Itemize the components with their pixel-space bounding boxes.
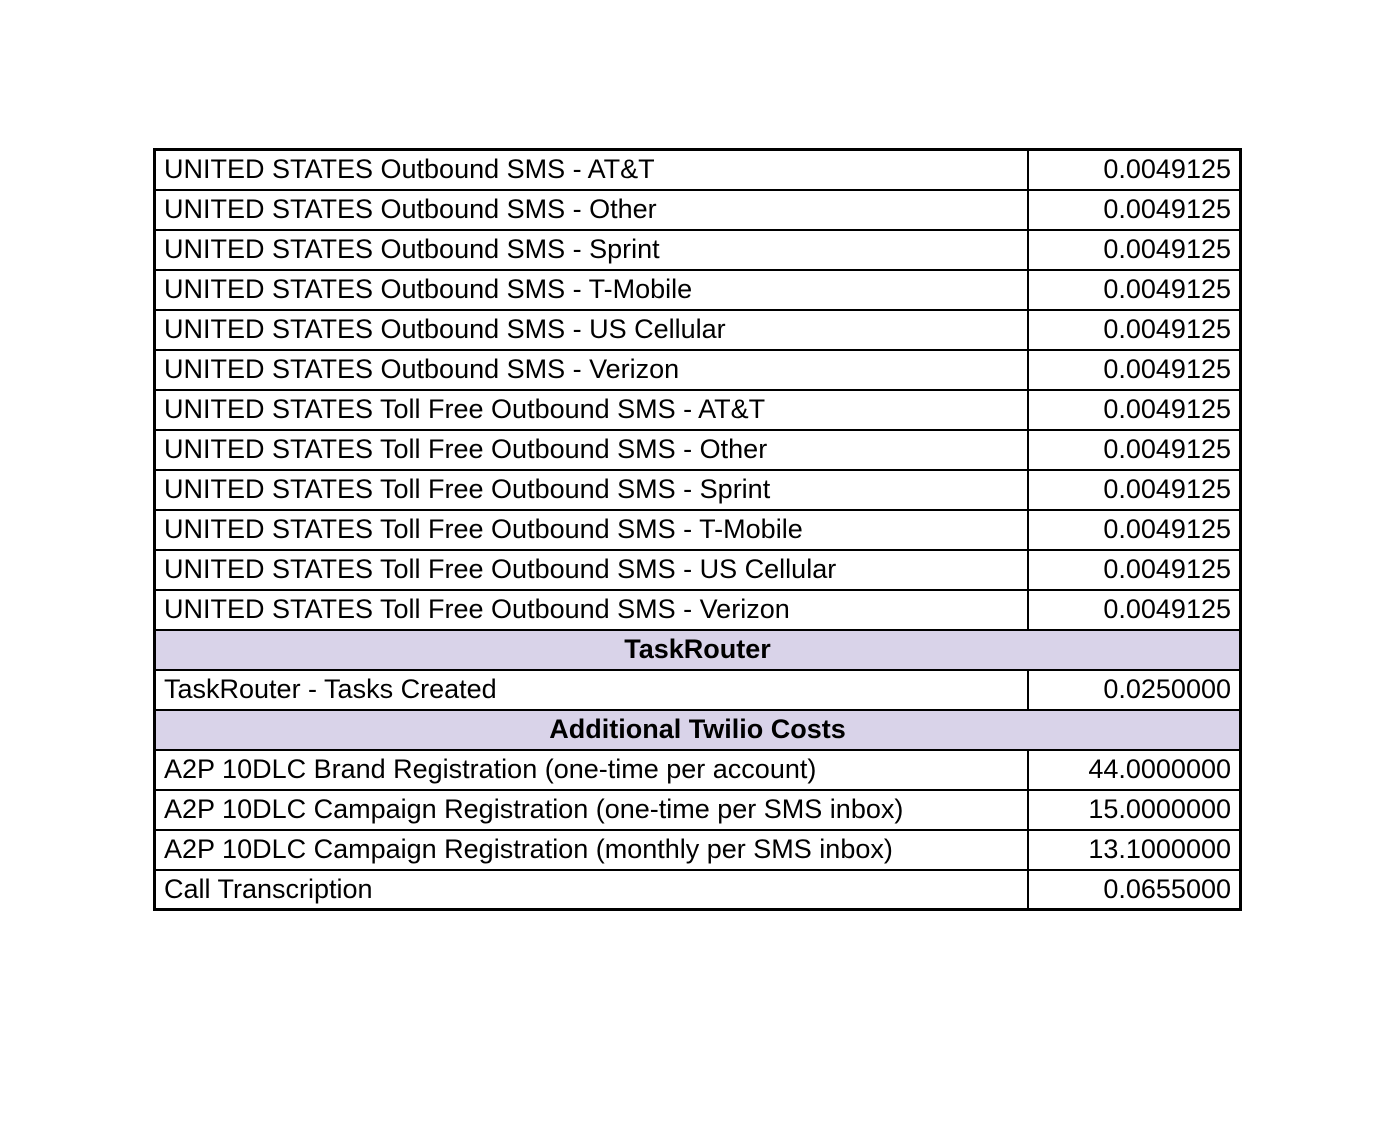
table-row bbox=[155, 350, 1241, 390]
item-rate: 0.0049125 bbox=[1028, 430, 1241, 470]
table-row bbox=[155, 150, 1241, 190]
item-rate: 0.0655000 bbox=[1028, 870, 1241, 910]
table-row bbox=[155, 270, 1241, 310]
item-rate: 0.0049125 bbox=[1028, 230, 1241, 270]
item-description: UNITED STATES Outbound SMS - Other bbox=[155, 190, 1028, 230]
item-description: UNITED STATES Toll Free Outbound SMS - T-Mobile bbox=[155, 510, 1028, 550]
item-description: A2P 10DLC Brand Registration (one-time per account) bbox=[155, 750, 1028, 790]
item-rate: 0.0049125 bbox=[1028, 590, 1241, 630]
table-row bbox=[155, 830, 1241, 870]
item-description: UNITED STATES Toll Free Outbound SMS - Sprint bbox=[155, 470, 1028, 510]
item-description: A2P 10DLC Campaign Registration (monthly per SMS inbox) bbox=[155, 830, 1028, 870]
item-rate: 13.1000000 bbox=[1028, 830, 1241, 870]
rate-table-body bbox=[155, 150, 1241, 910]
item-description: UNITED STATES Toll Free Outbound SMS - US Cellular bbox=[155, 550, 1028, 590]
section-title: Additional Twilio Costs bbox=[155, 710, 1241, 750]
item-description: UNITED STATES Outbound SMS - T-Mobile bbox=[155, 270, 1028, 310]
item-description: UNITED STATES Outbound SMS - US Cellular bbox=[155, 310, 1028, 350]
item-description: A2P 10DLC Campaign Registration (one-time per SMS inbox) bbox=[155, 790, 1028, 830]
table-row bbox=[155, 750, 1241, 790]
item-rate: 0.0049125 bbox=[1028, 470, 1241, 510]
item-description: UNITED STATES Toll Free Outbound SMS - AT&T bbox=[155, 390, 1028, 430]
table-row bbox=[155, 190, 1241, 230]
rate-table bbox=[153, 148, 1242, 911]
item-rate: 0.0049125 bbox=[1028, 350, 1241, 390]
table-row bbox=[155, 390, 1241, 430]
item-description: UNITED STATES Toll Free Outbound SMS - Other bbox=[155, 430, 1028, 470]
item-rate: 0.0049125 bbox=[1028, 190, 1241, 230]
item-rate: 0.0250000 bbox=[1028, 670, 1241, 710]
item-description: Call Transcription bbox=[155, 870, 1028, 910]
item-description: UNITED STATES Outbound SMS - Verizon bbox=[155, 350, 1028, 390]
item-rate: 0.0049125 bbox=[1028, 310, 1241, 350]
section-header-row bbox=[155, 710, 1241, 750]
item-rate: 0.0049125 bbox=[1028, 550, 1241, 590]
item-rate: 0.0049125 bbox=[1028, 270, 1241, 310]
table-row bbox=[155, 590, 1241, 630]
item-description: UNITED STATES Outbound SMS - Sprint bbox=[155, 230, 1028, 270]
item-description: UNITED STATES Outbound SMS - AT&T bbox=[155, 150, 1028, 190]
table-row bbox=[155, 470, 1241, 510]
item-rate: 0.0049125 bbox=[1028, 390, 1241, 430]
table-row bbox=[155, 670, 1241, 710]
item-description: UNITED STATES Toll Free Outbound SMS - Verizon bbox=[155, 590, 1028, 630]
table-row bbox=[155, 510, 1241, 550]
item-description: TaskRouter - Tasks Created bbox=[155, 670, 1028, 710]
table-row bbox=[155, 230, 1241, 270]
item-rate: 44.0000000 bbox=[1028, 750, 1241, 790]
item-rate: 15.0000000 bbox=[1028, 790, 1241, 830]
item-rate: 0.0049125 bbox=[1028, 510, 1241, 550]
item-rate: 0.0049125 bbox=[1028, 150, 1241, 190]
section-header-row bbox=[155, 630, 1241, 670]
table-row bbox=[155, 430, 1241, 470]
table-row bbox=[155, 310, 1241, 350]
table-row bbox=[155, 790, 1241, 830]
section-title: TaskRouter bbox=[155, 630, 1241, 670]
table-row bbox=[155, 870, 1241, 910]
table-row bbox=[155, 550, 1241, 590]
